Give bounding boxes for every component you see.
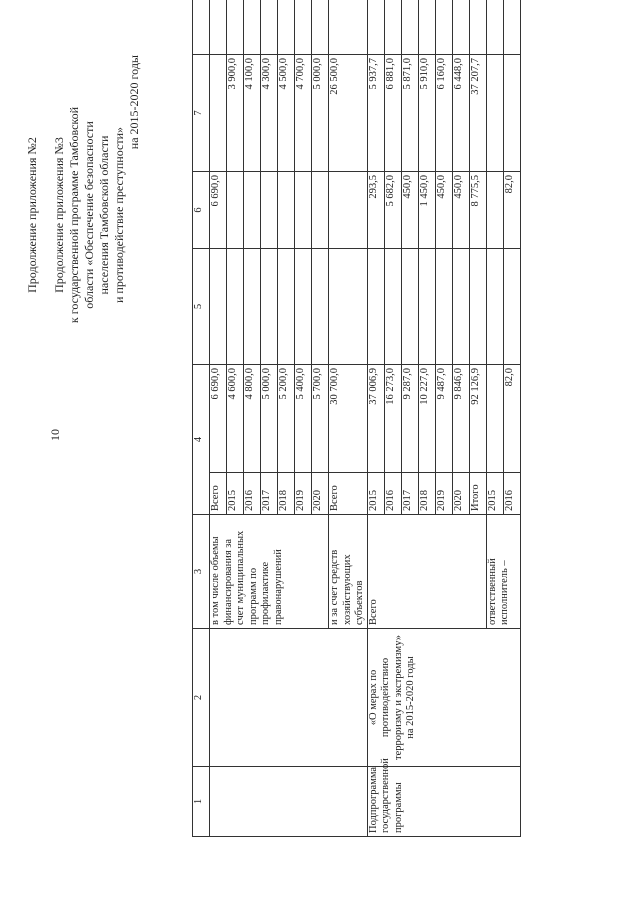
value-cell [367,249,384,365]
value-cell [401,0,418,55]
value-cell: 3 900,0 [227,55,244,172]
value-cell: 8 775,5 [469,172,486,249]
value-cell: 4 100,0 [244,55,261,172]
value-cell: 5 200,0 [278,365,295,473]
value-cell [469,249,486,365]
value-cell: 1 450,0 [418,172,435,249]
appendix-header [25,55,142,375]
year-cell: Всего [210,473,227,515]
funding-source-label: и за счет средств хозяйствующих субъектов [329,515,368,629]
value-cell: 6 690,0 [210,172,227,249]
value-cell: 5 400,0 [295,365,312,473]
value-cell: 10 227,0 [418,365,435,473]
value-cell: 30 700,0 [329,365,368,473]
table-row [367,0,384,837]
value-cell: 4 300,0 [261,55,278,172]
col-header: 2 [193,629,210,767]
value-cell [469,0,486,55]
value-cell [210,55,227,172]
value-cell: 5 700,0 [312,365,329,473]
year-cell: 2018 [418,473,435,515]
value-cell: 82,0 [503,365,520,473]
value-cell [312,0,329,55]
col-header: 6 [193,172,210,249]
year-cell: 2016 [503,473,520,515]
value-cell [486,249,503,365]
value-cell: 4 500,0 [278,55,295,172]
header-line: Продолжение приложения №2 [25,137,39,293]
value-cell: 6 448,0 [452,55,469,172]
value-cell: 5 682,0 [384,172,401,249]
value-cell: 5 000,0 [312,55,329,172]
value-cell [329,172,368,249]
header-line: на 2015-2020 годы [127,55,141,150]
value-cell [418,249,435,365]
value-cell [278,249,295,365]
col-header: 4 [193,365,210,515]
year-cell: 2019 [435,473,452,515]
responsible-label: ответственный исполнитель – [486,515,520,629]
value-cell: 4 600,0 [227,365,244,473]
cell-empty [210,767,368,837]
value-cell [227,172,244,249]
value-cell [452,249,469,365]
value-cell [384,0,401,55]
value-cell: 5 871,0 [401,55,418,172]
value-cell: 26 500,0 [329,55,368,172]
value-cell: 9 287,0 [401,365,418,473]
value-cell: 6 160,0 [435,55,452,172]
value-cell [210,249,227,365]
col-header [193,0,210,55]
page-number: 10 [48,429,62,441]
funding-source-label: в том числе объемы финансирования за счет муниципальных программ по профилактике правонарушений [210,515,329,629]
value-cell [227,249,244,365]
value-cell: 16 273,0 [384,365,401,473]
value-cell [384,249,401,365]
header-line: Продолжение приложения №3 [52,137,66,293]
value-cell: 5 000,0 [261,365,278,473]
year-cell: 2018 [278,473,295,515]
value-cell [261,249,278,365]
value-cell: 82,0 [503,172,520,249]
value-cell [503,249,520,365]
col-header: 5 [193,249,210,365]
header-line: населения Тамбовской области [97,135,111,295]
value-cell: 450,0 [435,172,452,249]
value-cell [435,0,452,55]
value-cell: 450,0 [452,172,469,249]
subprogram-title: «О мерах по противодействию терроризму и экстремизму» на 2015-2020 годы [367,629,520,767]
value-cell [278,0,295,55]
subprogram-label: Подпрограмма государственной программы [367,767,520,837]
year-cell: 2020 [452,473,469,515]
year-cell: Итого [469,473,486,515]
col-header: 3 [193,515,210,629]
year-cell: Всего [329,473,368,515]
value-cell [329,0,368,55]
value-cell [486,55,503,172]
funding-source-label: Всего [367,515,486,629]
value-cell [227,0,244,55]
year-cell: 2017 [261,473,278,515]
value-cell: 293,5 [367,172,384,249]
value-cell [367,0,384,55]
value-cell [418,0,435,55]
value-cell [503,55,520,172]
year-cell: 2015 [367,473,384,515]
value-cell: 5 910,0 [418,55,435,172]
table-row [210,0,227,837]
value-cell [435,249,452,365]
value-cell [312,249,329,365]
value-cell: 4 800,0 [244,365,261,473]
value-cell [401,249,418,365]
value-cell [278,172,295,249]
year-cell: 2015 [227,473,244,515]
value-cell: 9 846,0 [452,365,469,473]
value-cell [503,0,520,55]
value-cell [486,0,503,55]
value-cell [295,0,312,55]
col-header: 1 [193,767,210,837]
cell-empty [210,629,368,767]
header-line: области «Обеспечение безопасности [82,121,96,309]
col-header: 7 [193,55,210,172]
value-cell [261,0,278,55]
value-cell [295,172,312,249]
value-cell: 92 126,9 [469,365,486,473]
value-cell [486,365,503,473]
value-cell [312,172,329,249]
value-cell: 450,0 [401,172,418,249]
value-cell [244,172,261,249]
value-cell: 5 937,7 [367,55,384,172]
value-cell: 6 881,0 [384,55,401,172]
value-cell: 6 690,0 [210,365,227,473]
financing-table [192,0,521,837]
year-cell: 2016 [384,473,401,515]
value-cell [244,0,261,55]
value-cell [452,0,469,55]
year-cell: 2019 [295,473,312,515]
column-number-row [193,0,210,837]
value-cell [210,0,227,55]
value-cell [244,249,261,365]
header-line: к государственной программе Тамбовской [67,106,81,324]
value-cell: 37 006,9 [367,365,384,473]
value-cell [329,249,368,365]
year-cell: 2020 [312,473,329,515]
value-cell: 4 700,0 [295,55,312,172]
header-line: и противодействие преступности» [112,126,126,304]
value-cell [486,172,503,249]
value-cell: 9 487,0 [435,365,452,473]
value-cell [261,172,278,249]
value-cell: 37 207,7 [469,55,486,172]
value-cell [295,249,312,365]
year-cell: 2015 [486,473,503,515]
year-cell: 2016 [244,473,261,515]
year-cell: 2017 [401,473,418,515]
